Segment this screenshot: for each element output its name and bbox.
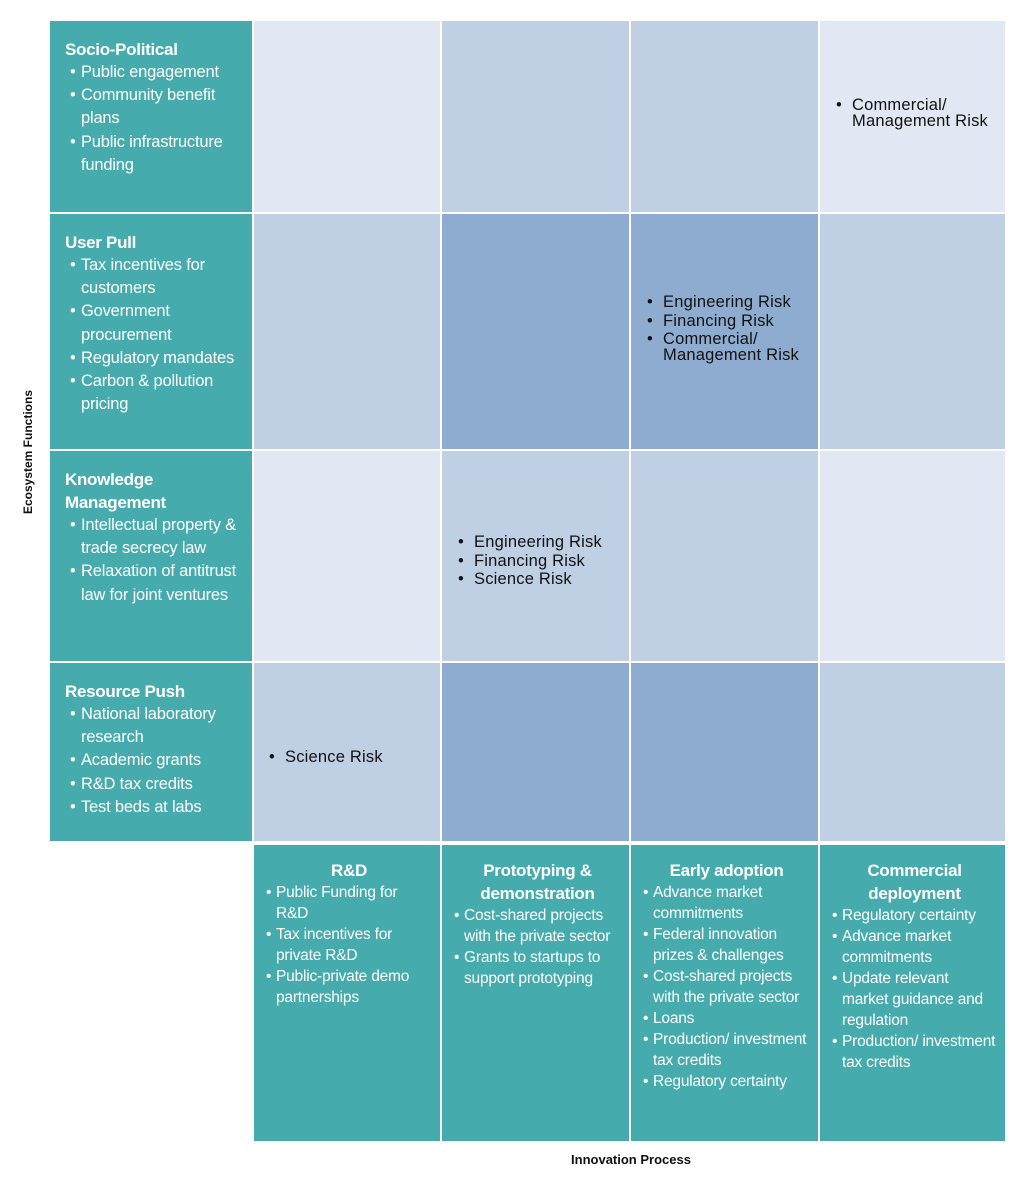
risk-item: • Engineering Risk	[454, 534, 617, 550]
row-header-item: • Intellectual property & trade secrecy law	[65, 514, 244, 560]
column-header-list	[643, 882, 810, 1092]
column-header-item: • Production/ investment tax credits	[832, 1031, 997, 1073]
column-header-item: • Public-private demo partnerships	[266, 966, 432, 1008]
column-header-list	[454, 905, 621, 989]
risk-list	[265, 749, 428, 768]
row-header-title: User Pull	[65, 233, 136, 252]
matrix-cell-resource-push-prototyping-demonstration	[442, 663, 629, 841]
row-header-list	[65, 254, 244, 416]
column-header-item: • Regulatory certainty	[643, 1071, 810, 1092]
column-header-item: • Loans	[643, 1008, 810, 1029]
risk-item: • Science Risk	[265, 749, 428, 765]
column-header-title: R&D	[331, 861, 367, 880]
row-header-item: • Regulatory mandates	[65, 347, 244, 370]
row-header-item: • Relaxation of antitrust law for joint ventures	[65, 560, 244, 606]
row-header-item: • Public infrastructure funding	[65, 131, 244, 177]
matrix-cell-knowledge-management-commercial-deployment	[820, 451, 1005, 661]
row-header-item: • Community benefit plans	[65, 84, 244, 130]
matrix-cell-resource-push-commercial-deployment	[820, 663, 1005, 841]
column-header-item: • Update relevant market guidance and regulation	[832, 968, 997, 1031]
matrix-cell-socio-political-early-adoption	[631, 21, 818, 212]
column-header-title: Prototyping & demonstration	[480, 861, 595, 903]
column-header-r-d	[254, 845, 440, 1141]
column-header-item: • Advance market commitments	[643, 882, 810, 924]
column-header-early-adoption	[631, 845, 818, 1141]
risk-list	[454, 534, 617, 590]
matrix-cell-socio-political-r-d	[254, 21, 440, 212]
row-header-knowledge-management	[50, 451, 252, 661]
risk-item: • Commercial/ Management Risk	[832, 97, 993, 129]
column-header-list	[832, 905, 997, 1073]
risk-list	[643, 294, 806, 366]
row-header-list	[65, 61, 244, 177]
row-header-list	[65, 703, 244, 819]
column-header-commercial-deployment	[820, 845, 1005, 1141]
row-header-title: Resource Push	[65, 682, 185, 701]
column-header-item: • Cost-shared projects with the private sector	[643, 966, 810, 1008]
column-header-item: • Grants to startups to support prototyping	[454, 947, 621, 989]
row-header-item: • Academic grants	[65, 749, 244, 772]
row-header-item: • Public engagement	[65, 61, 244, 84]
risk-list	[832, 97, 993, 132]
column-header-prototyping-demonstration	[442, 845, 629, 1141]
x-axis-label: Innovation Process	[571, 1152, 691, 1167]
column-header-item: • Federal innovation prizes & challenges	[643, 924, 810, 966]
matrix-cell-user-pull-commercial-deployment	[820, 214, 1005, 449]
row-header-item: • Government procurement	[65, 300, 244, 346]
row-header-item: • Tax incentives for customers	[65, 254, 244, 300]
column-header-item: • Public Funding for R&D	[266, 882, 432, 924]
row-header-title: Socio-Political	[65, 40, 178, 59]
risk-item: • Engineering Risk	[643, 294, 806, 310]
row-header-title: Knowledge Management	[65, 470, 166, 512]
column-header-item: • Advance market commitments	[832, 926, 997, 968]
row-header-resource-push	[50, 663, 252, 841]
matrix-cell-socio-political-prototyping-demonstration	[442, 21, 629, 212]
column-header-item: • Tax incentives for private R&D	[266, 924, 432, 966]
risk-item: • Science Risk	[454, 571, 617, 587]
row-header-item: • National laboratory research	[65, 703, 244, 749]
row-header-item: • Carbon & pollution pricing	[65, 370, 244, 416]
column-header-list	[266, 882, 432, 1008]
matrix-cell-resource-push-early-adoption	[631, 663, 818, 841]
column-header-item: • Cost-shared projects with the private sector	[454, 905, 621, 947]
matrix-cell-user-pull-r-d	[254, 214, 440, 449]
risk-item: • Financing Risk	[454, 553, 617, 569]
column-header-title: Commercial deployment	[867, 861, 962, 903]
matrix-cell-knowledge-management-r-d	[254, 451, 440, 661]
column-header-item: • Regulatory certainty	[832, 905, 997, 926]
row-header-socio-political	[50, 21, 252, 212]
row-header-user-pull	[50, 214, 252, 449]
row-header-item: • Test beds at labs	[65, 796, 244, 819]
row-header-list	[65, 514, 244, 607]
column-header-item: • Production/ investment tax credits	[643, 1029, 810, 1071]
matrix-cell-knowledge-management-early-adoption	[631, 451, 818, 661]
matrix-cell-user-pull-prototyping-demonstration	[442, 214, 629, 449]
row-header-item: • R&D tax credits	[65, 773, 244, 796]
risk-item: • Financing Risk	[643, 313, 806, 329]
risk-item: • Commercial/ Management Risk	[643, 331, 806, 363]
column-header-title: Early adoption	[669, 861, 784, 880]
